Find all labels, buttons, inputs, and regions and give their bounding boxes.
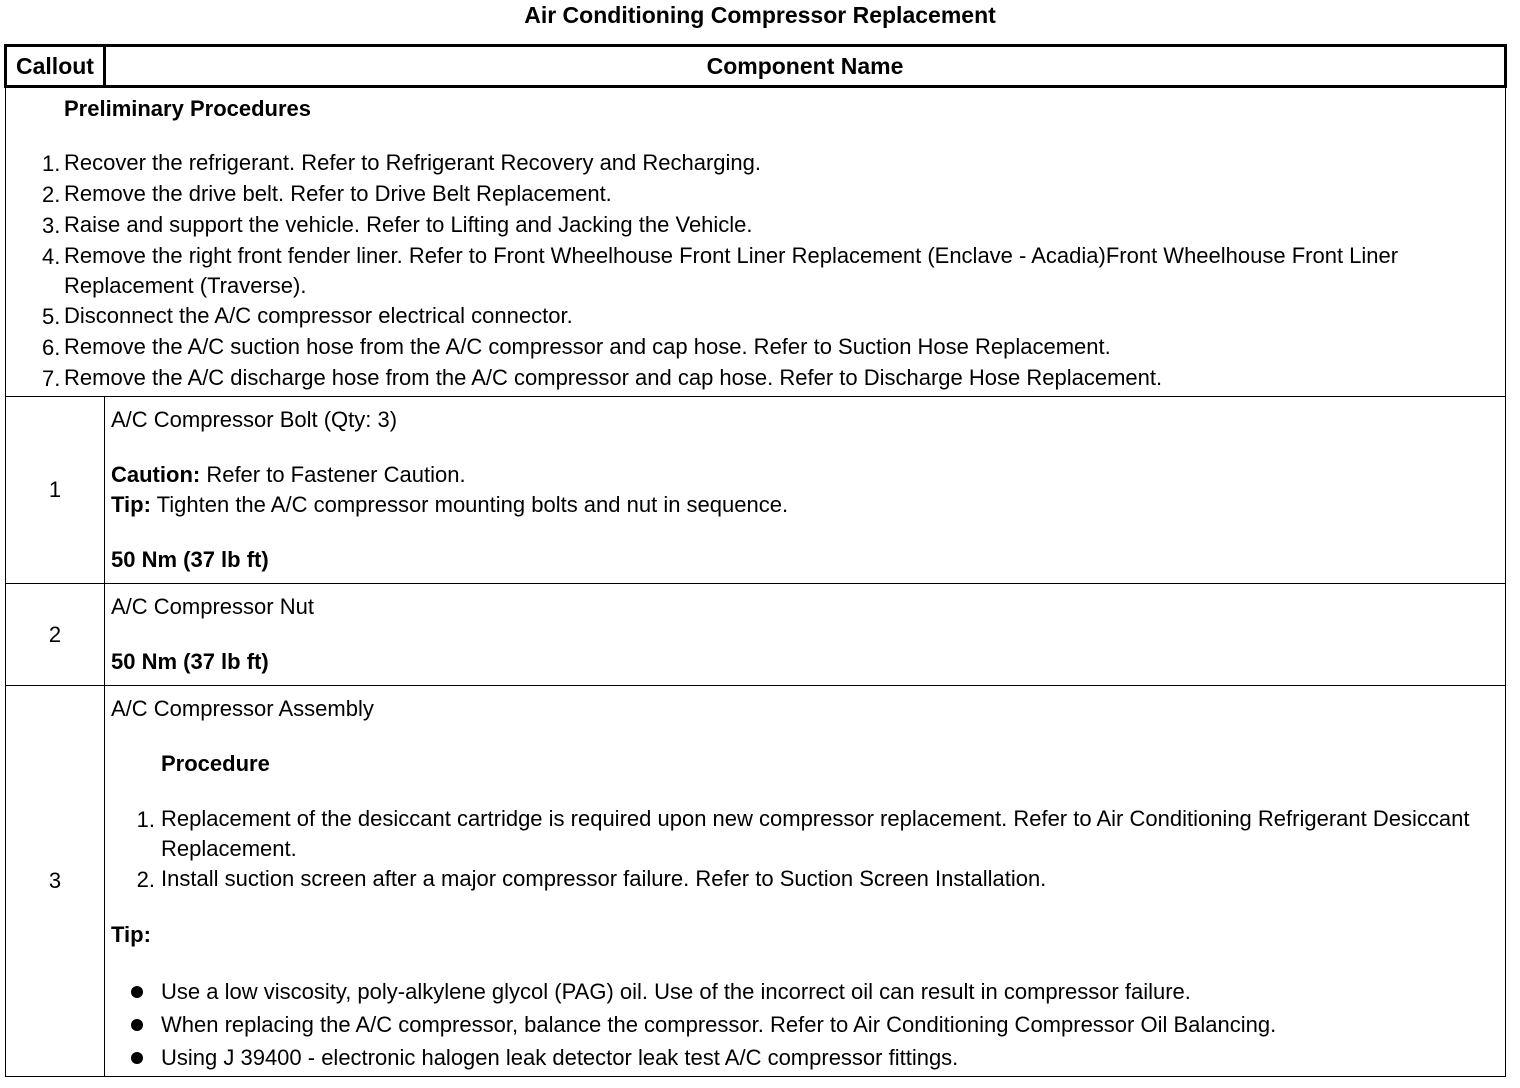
step-text: Disconnect the A/C compressor electrical connector. [64,303,573,328]
preliminary-steps [6,148,1505,394]
page-title: Air Conditioning Compressor Replacement [524,2,996,28]
step-text: Remove the right front fender liner. Refer to Front Wheelhouse Front Liner Replacement (Enclave - Acadia)Front Wheelhouse Front Liner Replacement (Traverse). [64,243,1399,298]
component-cell [105,584,1506,686]
preliminary-row [6,87,1506,397]
list-item [6,210,1505,241]
tip-label: Tip: [111,492,151,517]
component-name: A/C Compressor Bolt (Qty: 3) [111,407,398,432]
step-number: 1. [136,807,155,832]
step-text: Remove the drive belt. Refer to Drive Belt Replacement. [64,181,612,206]
preliminary-cell [6,87,1506,397]
step-text: Replacement of the desiccant cartridge is required upon new compressor replacement. Refer to Air Conditioning Refrigerant Desiccant Replacement. [161,806,1470,861]
step-number: 1. [42,151,61,176]
list-item [111,975,1495,1008]
component-name: A/C Compressor Assembly [111,696,374,721]
bullet-icon [111,975,161,1008]
step-text: Install suction screen after a major compressor failure. Refer to Suction Screen Installation. [161,866,1047,891]
table-row [6,686,1506,1077]
step-text: Recover the refrigerant. Refer to Refrigerant Recovery and Recharging. [64,150,762,175]
table-row [6,584,1506,686]
list-item [6,241,1505,301]
procedure-steps [111,804,1495,895]
list-item [111,804,1495,864]
step-number: 6. [42,335,61,360]
list-item [6,148,1505,179]
step-number: 7. [42,366,61,391]
list-item [111,1008,1495,1041]
step-number: 5. [42,304,61,329]
step-number: 2. [136,867,155,892]
procedure-table [4,44,1507,1077]
tip-item-text: Use a low viscosity, poly-alkylene glycol (PAG) oil. Use of the incorrect oil can result in compressor failure. [161,979,1191,1004]
step-number: 4. [42,244,61,269]
preliminary-heading: Preliminary Procedures [64,96,312,121]
callout-number: 3 [6,686,105,1077]
callout-column-header: Callout [6,46,105,87]
bullet-icon [111,1008,161,1041]
torque-spec: 50 Nm (37 lb ft) [111,547,269,572]
caution-label: Caution: [111,462,201,487]
list-item [111,1041,1495,1074]
table-header-row [6,46,1506,87]
step-text: Remove the A/C discharge hose from the A/C compressor and cap hose. Refer to Discharge Hose Replacement. [64,365,1163,390]
bullet-icon [111,1041,161,1074]
component-column-header: Component Name [105,46,1506,87]
caution-line [111,460,1495,490]
step-text: Raise and support the vehicle. Refer to Lifting and Jacking the Vehicle. [64,212,753,237]
tip-item-text: Using J 39400 - electronic halogen leak detector leak test A/C compressor fittings. [161,1045,959,1070]
tip-line [111,490,1495,520]
tip-label: Tip: [111,922,151,947]
step-text: Remove the A/C suction hose from the A/C compressor and cap hose. Refer to Suction Hose Replacement. [64,334,1111,359]
caution-text: Refer to Fastener Caution. [200,462,466,487]
callout-number: 2 [6,584,105,686]
torque-spec: 50 Nm (37 lb ft) [111,649,269,674]
step-number: 3. [42,213,61,238]
component-cell [105,397,1506,584]
component-cell [105,686,1506,1077]
list-item [6,332,1505,363]
tip-text: Tighten the A/C compressor mounting bolts and nut in sequence. [150,492,789,517]
tip-list [111,975,1495,1074]
procedure-heading: Procedure [161,751,270,776]
tip-item-text: When replacing the A/C compressor, balance the compressor. Refer to Air Conditioning Compressor Oil Balancing. [161,1012,1277,1037]
table-row [6,397,1506,584]
list-item [111,864,1495,895]
list-item [6,363,1505,394]
step-number: 2. [42,182,61,207]
list-item [6,301,1505,332]
component-name: A/C Compressor Nut [111,594,314,619]
list-item [6,179,1505,210]
callout-number: 1 [6,397,105,584]
